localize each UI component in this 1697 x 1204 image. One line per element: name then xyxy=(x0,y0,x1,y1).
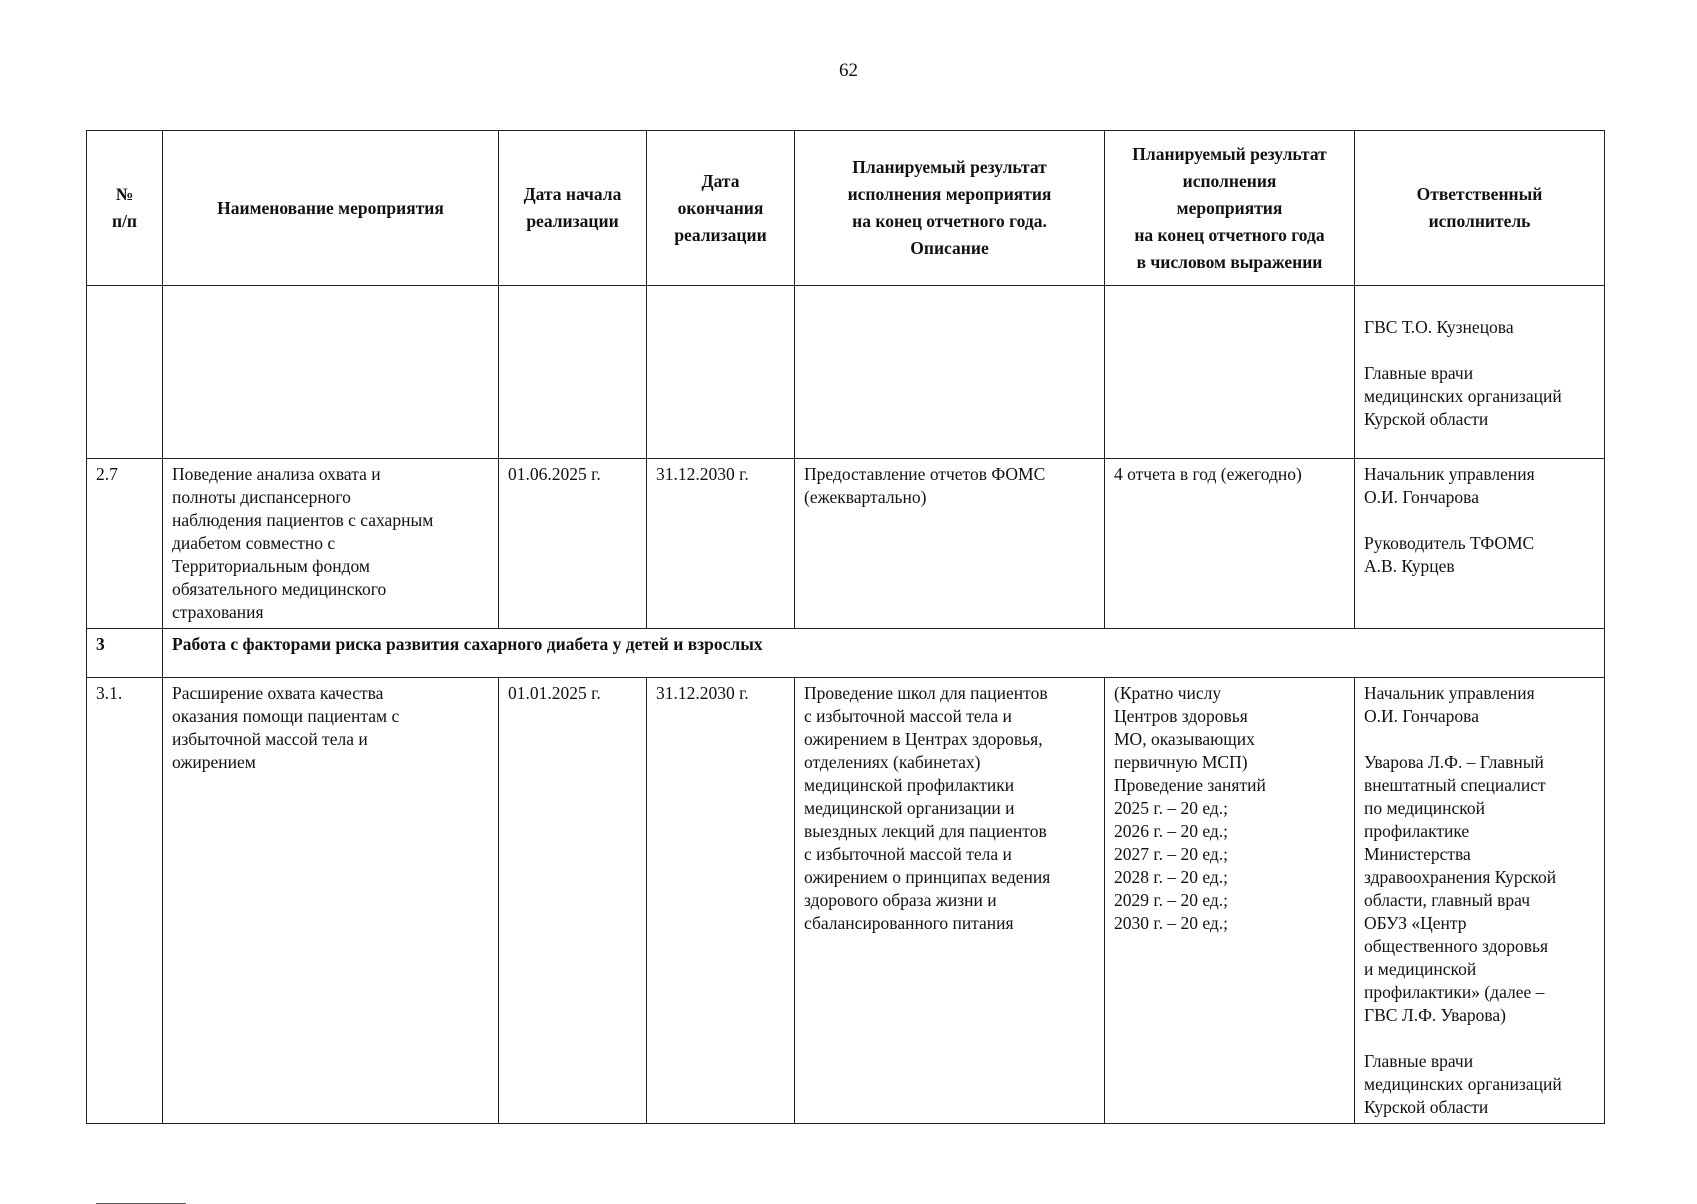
text-line: и медицинской xyxy=(1364,959,1477,979)
cell-result-numeric xyxy=(1105,286,1355,459)
text-line: мероприятия xyxy=(1176,197,1283,218)
table-row-2-7 xyxy=(87,459,1605,629)
text-line: выездных лекций для пациентов xyxy=(804,821,1047,841)
cell-start xyxy=(499,286,647,459)
cell-section-title: Работа с факторами риска развития сахарного диабета у детей и взрослых xyxy=(163,629,1605,678)
line-gap xyxy=(1364,728,1595,751)
table-row-3-1 xyxy=(87,678,1605,1124)
text-line: обязательного медицинского xyxy=(172,579,387,599)
text-line: 2025 г. – 20 ед.; xyxy=(1114,798,1229,818)
text-line: с избыточной массой тела и xyxy=(804,844,1012,864)
text-line: 2029 г. – 20 ед.; xyxy=(1114,890,1229,910)
text-line: ГВС Т.О. Кузнецова xyxy=(1364,317,1514,337)
text-line: (Кратно числу xyxy=(1114,683,1222,703)
text-line: 2026 г. – 20 ед.; xyxy=(1114,821,1229,841)
text-line: на конец отчетного года. xyxy=(852,211,1047,231)
text-line: Проведение занятий xyxy=(1114,775,1266,795)
header-num xyxy=(87,131,163,286)
text-line: Руководитель ТФОМС xyxy=(1364,533,1535,553)
text-line: Дата начала xyxy=(523,184,622,204)
text-line: медицинской организации и xyxy=(804,798,1015,818)
text-line: ожирением xyxy=(172,752,256,772)
text-line: общественного здоровья xyxy=(1364,936,1549,956)
header-responsible xyxy=(1355,131,1605,286)
text-line: здорового образа жизни и xyxy=(804,890,997,910)
cell-responsible xyxy=(1355,678,1605,1124)
text-line: А.В. Курцев xyxy=(1364,556,1455,576)
text-line: внештатный специалист xyxy=(1364,775,1546,795)
text-line: Проведение школ для пациентов xyxy=(804,683,1048,703)
cell-num: 3.1. xyxy=(87,678,163,1124)
text-line: окончания xyxy=(677,197,764,218)
text-line: Расширение охвата качества xyxy=(172,683,384,703)
header-result-numeric xyxy=(1105,131,1355,286)
text-line: Министерства xyxy=(1364,844,1471,864)
text-line: ГВС Л.Ф. Уварова) xyxy=(1364,1005,1506,1025)
text-line: диабетом совместно с xyxy=(172,533,336,553)
text-line: 2027 г. – 20 ед.; xyxy=(1114,844,1229,864)
text-line: п/п xyxy=(111,211,138,231)
text-line: оказания помощи пациентам с xyxy=(172,706,400,726)
text-line: № xyxy=(115,184,134,204)
text-line: МО, оказывающих xyxy=(1114,729,1255,749)
cell-end xyxy=(647,286,795,459)
cell-num xyxy=(87,286,163,459)
text-line: страхования xyxy=(172,602,264,622)
text-line: Главные врачи xyxy=(1364,363,1474,383)
cell-num: 2.7 xyxy=(87,459,163,629)
text-line: исполнения xyxy=(1182,170,1277,191)
text-line: 2028 г. – 20 ед.; xyxy=(1114,867,1229,887)
text-line: Описание xyxy=(910,238,989,258)
text-line: по медицинской xyxy=(1364,798,1485,818)
text-line: исполнения мероприятия xyxy=(847,184,1052,204)
text-line: О.И. Гончарова xyxy=(1364,487,1479,507)
cell-section-num: 3 xyxy=(87,629,163,678)
text-line: профилактики» (далее – xyxy=(1364,982,1545,1002)
cell-result-description xyxy=(795,459,1105,629)
cell-name xyxy=(163,459,499,629)
line-gap xyxy=(1364,509,1595,532)
text-line: ожирением о принципах ведения xyxy=(804,867,1051,887)
text-line: 2030 г. – 20 ед.; xyxy=(1114,913,1229,933)
text-line: полноты диспансерного xyxy=(172,487,351,507)
text-line: отделениях (кабинетах) xyxy=(804,752,981,772)
text-line: медицинских организаций xyxy=(1364,1074,1562,1094)
text-line: ожирением в Центрах здоровья, xyxy=(804,729,1043,749)
text-line: Начальник управления xyxy=(1364,464,1535,484)
text-line: Курской области xyxy=(1364,1097,1489,1117)
text-line: здравоохранения Курской xyxy=(1364,867,1557,887)
cell-end: 31.12.2030 г. xyxy=(647,678,795,1124)
text-line: Уварова Л.Ф. – Главный xyxy=(1364,752,1544,772)
text-line: Дата xyxy=(701,170,740,191)
text-line: в числовом выражении xyxy=(1136,251,1323,272)
text-line: Территориальным фондом xyxy=(172,556,370,576)
text-line: Предоставление отчетов ФОМС xyxy=(804,464,1046,484)
text-line: ОБУЗ «Центр xyxy=(1364,913,1467,933)
text-line: области, главный врач xyxy=(1364,890,1531,910)
cell-start: 01.06.2025 г. xyxy=(499,459,647,629)
text-line: реализации xyxy=(526,211,619,231)
cell-responsible xyxy=(1355,286,1605,459)
header-end-date xyxy=(647,131,795,286)
text-line: О.И. Гончарова xyxy=(1364,706,1479,726)
cell-name xyxy=(163,678,499,1124)
text-line: с избыточной массой тела и xyxy=(804,706,1012,726)
line-gap xyxy=(1364,339,1595,362)
cell-start: 01.01.2025 г. xyxy=(499,678,647,1124)
text-line: избыточной массой тела и xyxy=(172,729,368,749)
page-number: 62 xyxy=(839,60,858,81)
header-result-description xyxy=(795,131,1105,286)
table-row-continuation xyxy=(87,286,1605,459)
cell-result-description xyxy=(795,286,1105,459)
cell-result-numeric xyxy=(1105,678,1355,1124)
text-line: Ответственный xyxy=(1416,184,1543,204)
line-gap xyxy=(1364,1027,1595,1050)
text-line: Начальник управления xyxy=(1364,683,1535,703)
header-row xyxy=(87,131,1605,286)
table-row-section-3 xyxy=(87,629,1605,678)
text-line: Центров здоровья xyxy=(1114,706,1248,726)
text-line: исполнитель xyxy=(1428,211,1531,231)
text-line: Главные врачи xyxy=(1364,1051,1474,1071)
text-line: (ежеквартально) xyxy=(804,487,927,507)
text-line: первичную МСП) xyxy=(1114,752,1248,772)
text-line: Курской области xyxy=(1364,409,1489,429)
text-line: профилактике xyxy=(1364,821,1470,841)
cell-end: 31.12.2030 г. xyxy=(647,459,795,629)
text-line: медицинской профилактики xyxy=(804,775,1015,795)
cell-result-numeric: 4 отчета в год (ежегодно) xyxy=(1105,459,1355,629)
cell-result-description xyxy=(795,678,1105,1124)
text-line: Планируемый результат xyxy=(1132,143,1327,164)
text-line: медицинских организаций xyxy=(1364,386,1562,406)
text-line: на конец отчетного года xyxy=(1134,224,1325,245)
activities-table xyxy=(86,130,1605,1124)
text-line: сбалансированного питания xyxy=(804,913,1014,933)
cell-responsible xyxy=(1355,459,1605,629)
header-start-date xyxy=(499,131,647,286)
text-line: Планируемый результат xyxy=(852,157,1047,177)
cell-name xyxy=(163,286,499,459)
text-line: наблюдения пациентов с сахарным xyxy=(172,510,434,530)
text-line: Поведение анализа охвата и xyxy=(172,464,381,484)
header-name: Наименование мероприятия xyxy=(163,131,499,286)
text-line: реализации xyxy=(674,224,767,245)
